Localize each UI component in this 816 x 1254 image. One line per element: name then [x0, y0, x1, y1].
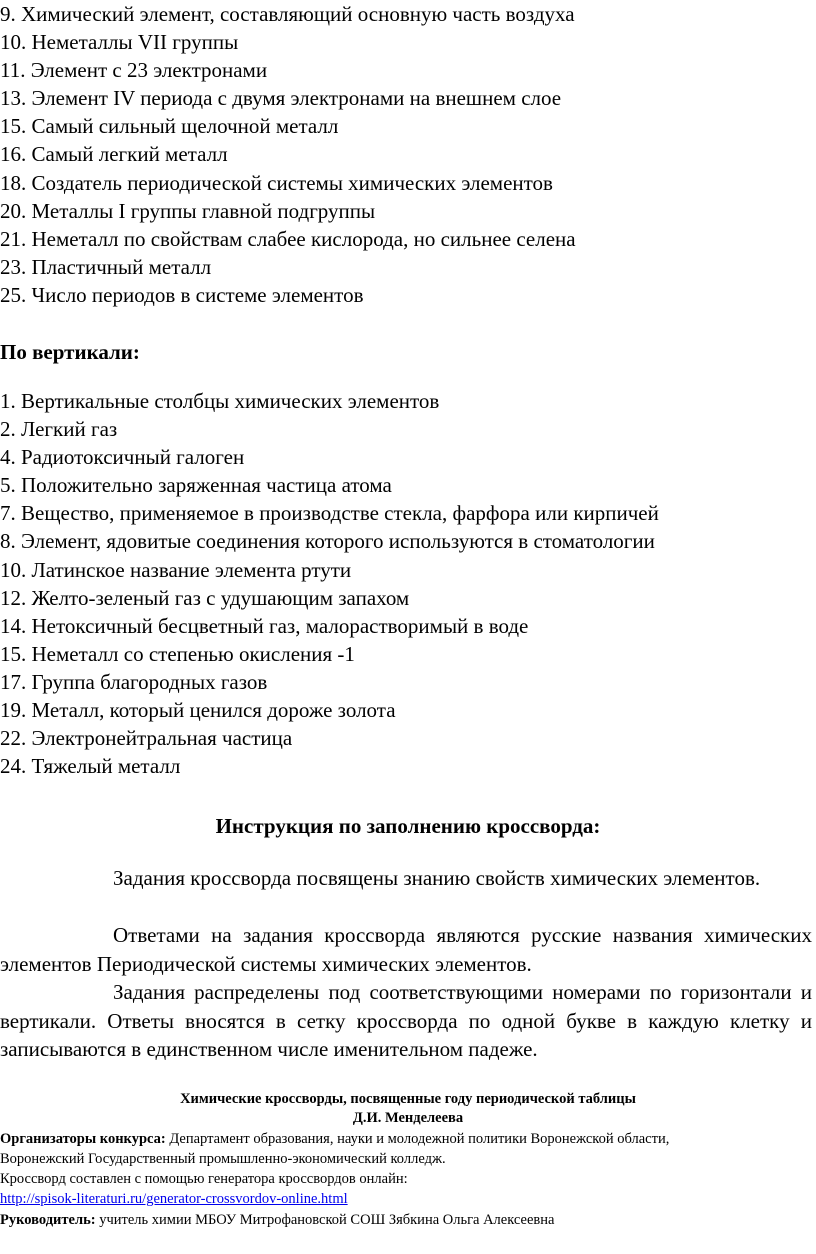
down-clue: 14. Нетоксичный бесцветный газ, малорастворимый в воде — [0, 613, 529, 638]
across-clue: 13. Элемент IV периода с двумя электронами на внешнем слое — [0, 86, 562, 111]
down-clue: 22. Электронейтральная частица — [0, 726, 293, 751]
instructions-paragraph — [0, 978, 812, 1064]
footer-title-name: Д.И. Менделеева — [352, 1110, 464, 1126]
generator-link-line — [0, 1190, 816, 1209]
across-clue: 18. Создатель периодической системы химических элементов — [0, 170, 553, 195]
organizers-line-2: Воронежский Государственный промышленно-экономический колледж. — [0, 1151, 446, 1167]
paragraph-text: Задания распределены под соответствующими номерами по горизонтали и вертикали. Ответы вносятся в сетку кроссворда по одной букве в каждую клетку и записываются в единственном числе именительном падеже. — [0, 980, 812, 1062]
down-clue: 17. Группа благородных газов — [0, 669, 268, 694]
across-clue: 21. Неметалл по свойствам слабее кислорода, но сильнее селена — [0, 226, 576, 251]
down-clues-list — [0, 387, 659, 780]
across-clues-list — [0, 0, 576, 309]
instructions-paragraph — [0, 921, 812, 978]
down-clue: 15. Неметалл со степенью окисления -1 — [0, 641, 355, 666]
footer-title: Химические кроссворды, посвященные году периодической таблицы — [180, 1091, 636, 1107]
across-clue: 23. Пластичный металл — [0, 254, 212, 279]
organizers-line — [0, 1130, 816, 1149]
across-clue: 10. Неметаллы VII группы — [0, 30, 239, 55]
down-clue: 10. Латинское название элемента ртути — [0, 557, 352, 582]
leader-text: учитель химии МБОУ Митрофановской СОШ Зябкина Ольга Алексеевна — [99, 1212, 555, 1228]
across-clue: 9. Химический элемент, составляющий основную часть воздуха — [0, 2, 575, 26]
down-clue: 8. Элемент, ядовитые соединения которого используются в стоматологии — [0, 529, 655, 554]
across-clue: 25. Число периодов в системе элементов — [0, 282, 364, 307]
down-clue: 1. Вертикальные столбцы химических элементов — [0, 389, 440, 413]
organizers-text: Департамент образования, науки и молодежной политики Воронежской области, — [169, 1131, 670, 1147]
down-heading: По вертикали: — [0, 340, 140, 364]
organizers-label: Организаторы конкурса: — [0, 1131, 166, 1147]
down-clue: 2. Легкий газ — [0, 417, 118, 442]
paragraph-text: Задания кроссворда посвящены знанию свойств химических элементов. — [113, 866, 761, 890]
down-clue: 5. Положительно заряженная частица атома — [0, 473, 392, 498]
instructions-paragraph — [0, 864, 812, 893]
down-clue: 7. Вещество, применяемое в производстве стекла, фарфора или кирпичей — [0, 501, 659, 526]
down-clue: 19. Металл, который ценился дороже золота — [0, 698, 396, 723]
across-clue: 11. Элемент с 23 электронами — [0, 58, 268, 83]
across-clue: 20. Металлы I группы главной подгруппы — [0, 198, 376, 223]
leader-label: Руководитель: — [0, 1212, 96, 1228]
across-clue: 16. Самый легкий металл — [0, 142, 228, 167]
leader-line — [0, 1211, 816, 1230]
down-clue: 4. Радиотоксичный галоген — [0, 445, 245, 470]
instructions-heading: Инструкция по заполнению кроссворда: — [215, 814, 601, 838]
down-clue: 12. Желто-зеленый газ с удушающим запахом — [0, 585, 410, 610]
generator-line: Кроссворд составлен с помощью генератора кроссвордов онлайн: — [0, 1171, 408, 1187]
paragraph-text: Ответами на задания кроссворда являются русские названия химических элементов Периодической системы химических элементов. — [0, 923, 812, 976]
down-clue: 24. Тяжелый металл — [0, 754, 181, 779]
across-clue: 15. Самый сильный щелочной металл — [0, 114, 339, 139]
generator-link[interactable]: http://spisok-literaturi.ru/generator-crossvordov-online.html — [0, 1191, 348, 1207]
